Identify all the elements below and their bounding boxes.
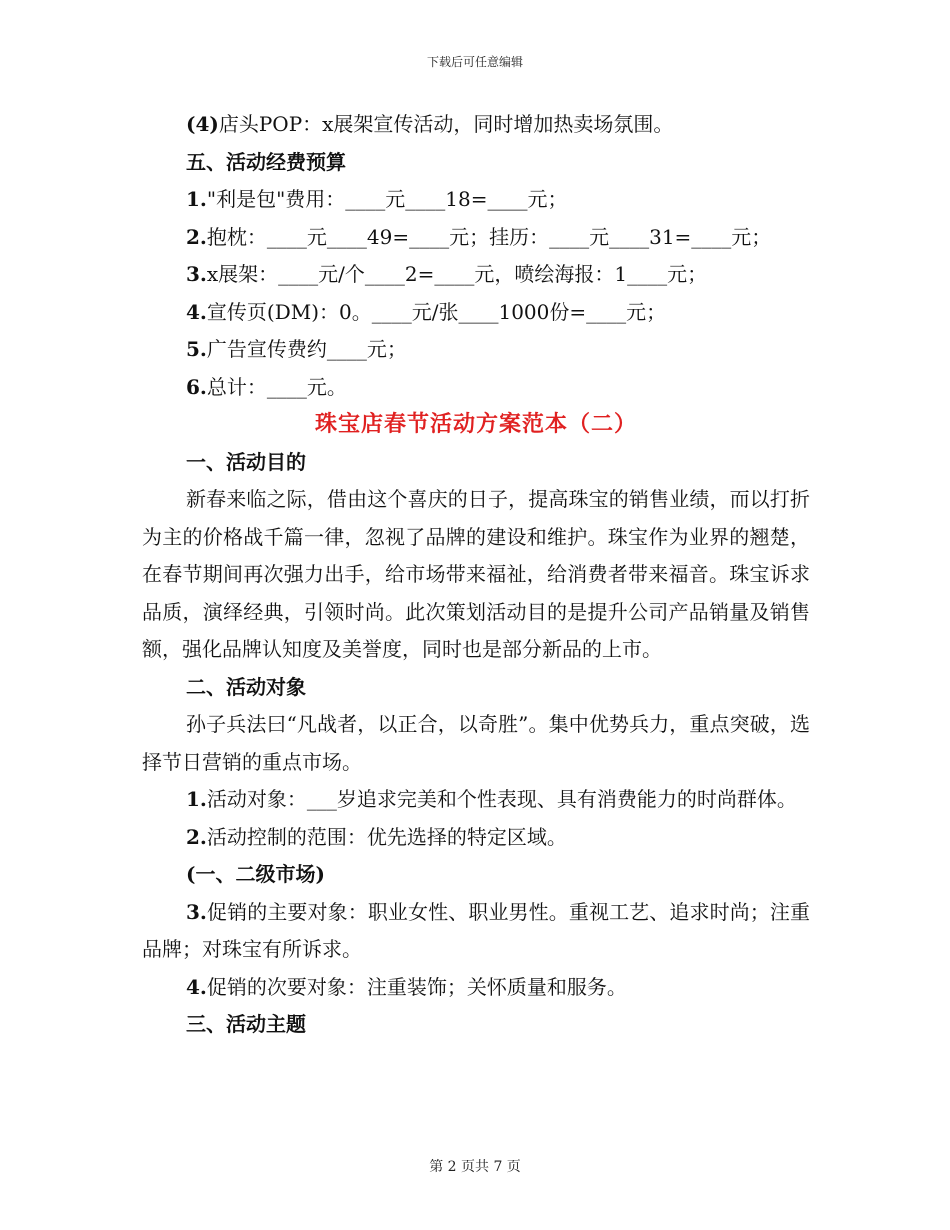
section-heading: 一、活动目的 bbox=[186, 449, 306, 474]
section-heading: (一、二级市场) bbox=[186, 862, 325, 886]
list-item bbox=[142, 219, 810, 257]
item-number: 1. bbox=[186, 787, 207, 811]
item-number: 4. bbox=[186, 299, 207, 324]
item-number: (4) bbox=[186, 112, 219, 136]
item-number: 6. bbox=[186, 374, 207, 399]
section-heading: 二、活动对象 bbox=[186, 674, 306, 699]
item-number: 3. bbox=[186, 262, 207, 286]
item-text: 广告宣传费约____元； bbox=[206, 337, 407, 361]
item-text: 宣传页(DM)：0。____元/张____1000份=____元； bbox=[206, 299, 667, 324]
list-item bbox=[142, 969, 810, 1007]
item-number: 5. bbox=[186, 337, 207, 361]
list-item bbox=[142, 369, 810, 407]
list-item bbox=[142, 331, 810, 369]
item-text: 总计：____元。 bbox=[206, 374, 347, 399]
list-item bbox=[142, 819, 810, 857]
item-text: x展架：____元/个____2=____元，喷绘海报：1____元； bbox=[206, 262, 708, 286]
item-text: 促销的主要对象：职业女性、职业男性。重视工艺、追求时尚；注重品牌；对珠宝有所诉求。 bbox=[142, 899, 810, 961]
item-number: 1. bbox=[186, 187, 207, 211]
list-item bbox=[142, 781, 810, 819]
list-item bbox=[142, 181, 810, 219]
paragraph: 孙子兵法曰“凡战者，以正合，以奇胜”。集中优势兵力，重点突破，选择节日营销的重点市场。 bbox=[142, 712, 810, 774]
item-number: 4. bbox=[186, 974, 207, 999]
list-item bbox=[142, 256, 810, 294]
item-text: 活动控制的范围：优先选择的特定区域。 bbox=[206, 824, 567, 849]
list-item bbox=[142, 894, 810, 969]
document-body bbox=[142, 106, 810, 1044]
section-heading: 三、活动主题 bbox=[186, 1012, 306, 1036]
page-header: 下载后可任意编辑 bbox=[426, 55, 523, 69]
item-number: 2. bbox=[186, 824, 207, 849]
item-text: 活动对象：___岁追求完美和个性表现、具有消费能力的时尚群体。 bbox=[206, 787, 797, 811]
paragraph: 新春来临之际，借由这个喜庆的日子，提高珠宝的销售业绩，而以打折为主的价格战千篇一律，忽视了品牌的建设和维护。珠宝作为业界的翘楚，在春节期间再次强力出手，给市场带来福祉，给消费者带来福音。珠宝诉求品质，演绎经典，引领时尚。此次策划活动目的是提升公司产品销量及销售额，强化品牌认知度及美誉度，同时也是部分新品的上市。 bbox=[142, 487, 810, 661]
section-heading: 五、活动经费预算 bbox=[186, 149, 346, 174]
item-number: 3. bbox=[186, 899, 207, 924]
document-title: 珠宝店春节活动方案范本（二） bbox=[314, 411, 637, 437]
item-text: 抱枕：____元____49=____元；挂历：____元____31=____元； bbox=[206, 224, 772, 249]
item-text: 促销的次要对象：注重装饰；关怀质量和服务。 bbox=[206, 974, 627, 999]
item-text: "利是包"费用：____元____18=____元； bbox=[206, 187, 568, 211]
list-item bbox=[142, 106, 810, 144]
item-text: 店头POP：x展架宣传活动，同时增加热卖场氛围。 bbox=[218, 112, 674, 136]
list-item bbox=[142, 294, 810, 332]
item-number: 2. bbox=[186, 224, 207, 249]
page-footer: 第 2 页共 7 页 bbox=[429, 1159, 521, 1175]
